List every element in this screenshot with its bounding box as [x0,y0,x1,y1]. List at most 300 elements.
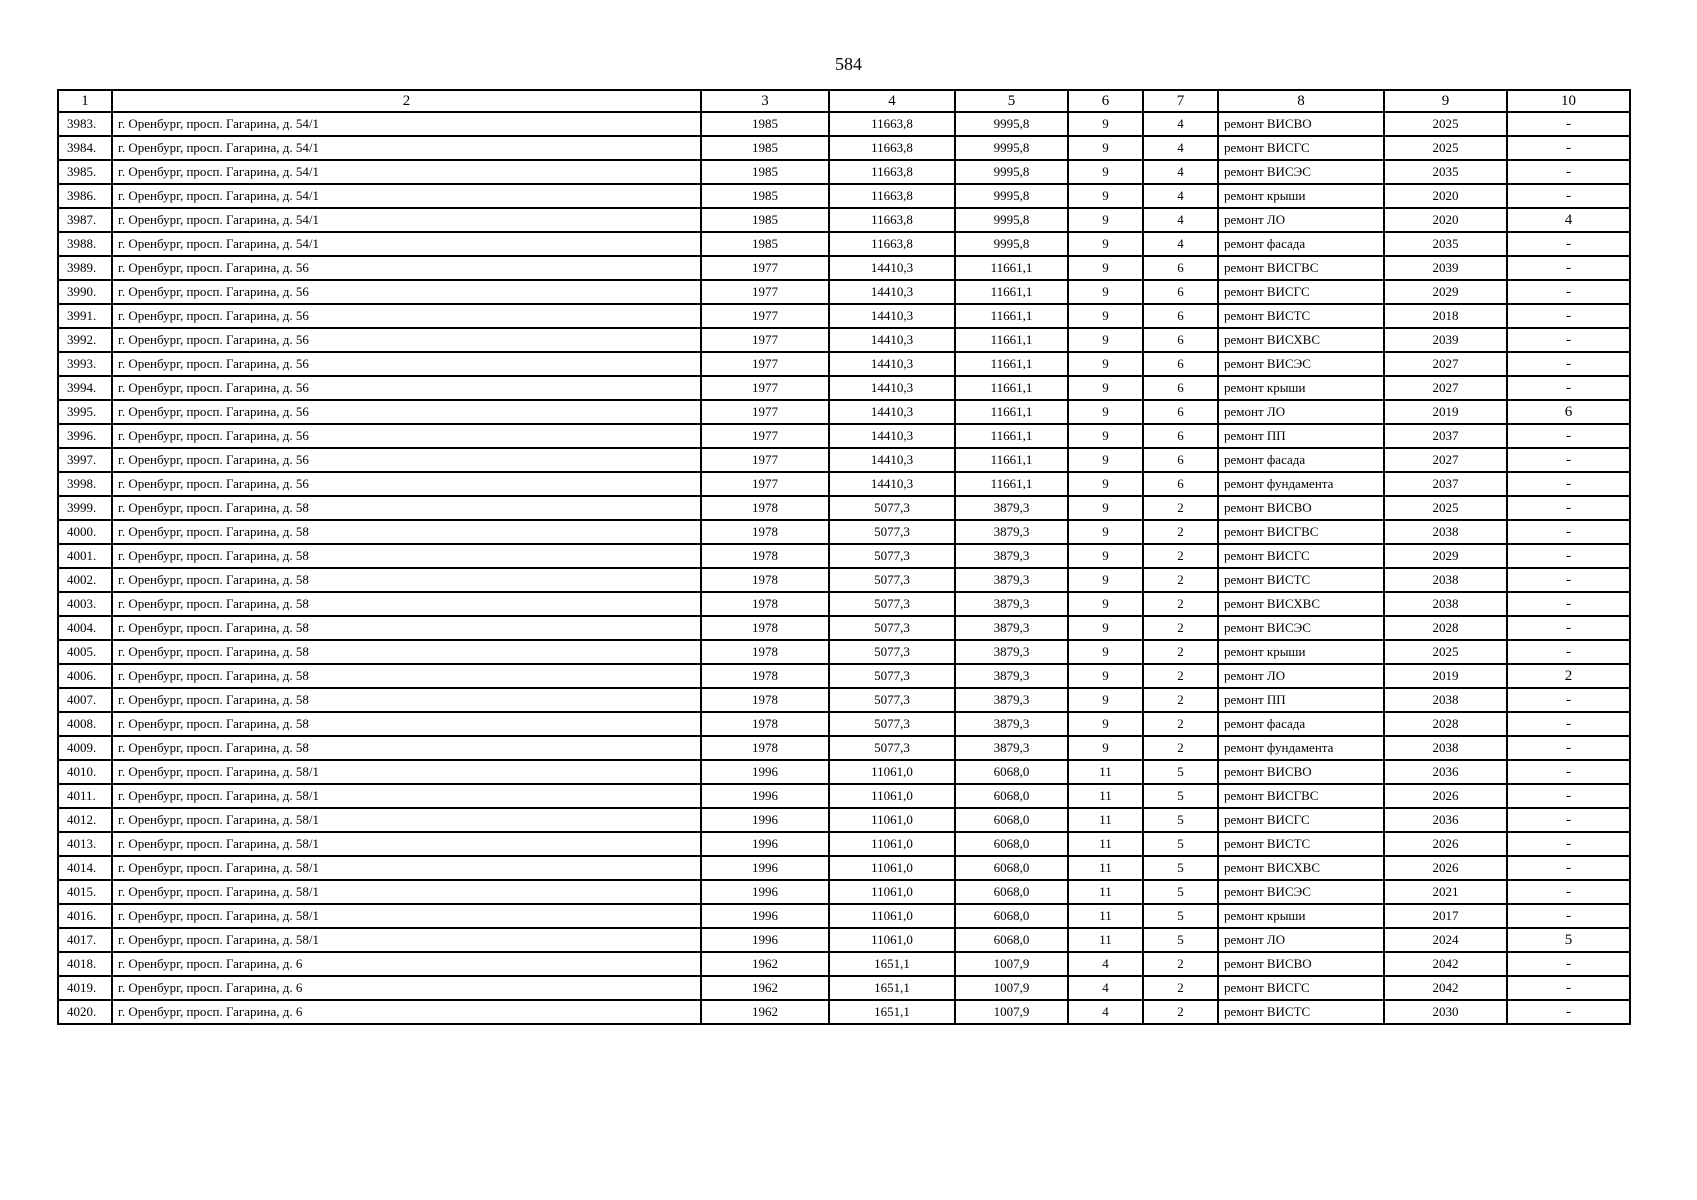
row-number: 4017. [58,928,112,952]
column-header-5: 5 [955,90,1068,112]
year-built-cell: 1978 [701,616,829,640]
row-number: 3983. [58,112,112,136]
total-area-cell: 14410,3 [829,304,955,328]
living-area-cell: 9995,8 [955,184,1068,208]
table-row [58,808,1630,832]
work-type-cell: ремонт фундамента [1218,736,1384,760]
floors-cell: 11 [1068,760,1143,784]
year-built-cell: 1962 [701,976,829,1000]
row-number: 3991. [58,304,112,328]
entrances-cell: 2 [1143,664,1218,688]
column-10-cell: - [1507,712,1630,736]
floors-cell: 9 [1068,232,1143,256]
living-area-cell: 3879,3 [955,712,1068,736]
living-area-cell: 6068,0 [955,904,1068,928]
floors-cell: 11 [1068,856,1143,880]
header-row [58,90,1630,112]
row-number: 4001. [58,544,112,568]
address-cell: г. Оренбург, просп. Гагарина, д. 56 [112,424,701,448]
address-cell: г. Оренбург, просп. Гагарина, д. 58/1 [112,784,701,808]
column-10-cell: - [1507,520,1630,544]
entrances-cell: 2 [1143,688,1218,712]
floors-cell: 9 [1068,448,1143,472]
column-10-cell: - [1507,856,1630,880]
floors-cell: 9 [1068,640,1143,664]
living-area-cell: 6068,0 [955,784,1068,808]
entrances-cell: 2 [1143,568,1218,592]
work-type-cell: ремонт фасада [1218,232,1384,256]
living-area-cell: 11661,1 [955,256,1068,280]
living-area-cell: 11661,1 [955,400,1068,424]
floors-cell: 9 [1068,568,1143,592]
entrances-cell: 6 [1143,328,1218,352]
column-10-cell: - [1507,688,1630,712]
entrances-cell: 4 [1143,232,1218,256]
table-body [58,112,1630,1024]
work-type-cell: ремонт ВИСГВС [1218,520,1384,544]
planned-year-cell: 2025 [1384,136,1507,160]
work-type-cell: ремонт ВИСЭС [1218,160,1384,184]
year-built-cell: 1977 [701,256,829,280]
row-number: 4012. [58,808,112,832]
row-number: 3992. [58,328,112,352]
work-type-cell: ремонт фасада [1218,712,1384,736]
entrances-cell: 5 [1143,928,1218,952]
address-cell: г. Оренбург, просп. Гагарина, д. 58 [112,544,701,568]
work-type-cell: ремонт ВИСТС [1218,304,1384,328]
year-built-cell: 1962 [701,1000,829,1024]
address-cell: г. Оренбург, просп. Гагарина, д. 58 [112,520,701,544]
planned-year-cell: 2029 [1384,280,1507,304]
floors-cell: 4 [1068,952,1143,976]
planned-year-cell: 2042 [1384,952,1507,976]
work-type-cell: ремонт ВИСХВС [1218,856,1384,880]
year-built-cell: 1978 [701,568,829,592]
living-area-cell: 3879,3 [955,568,1068,592]
table-row [58,592,1630,616]
address-cell: г. Оренбург, просп. Гагарина, д. 56 [112,256,701,280]
address-cell: г. Оренбург, просп. Гагарина, д. 54/1 [112,208,701,232]
address-cell: г. Оренбург, просп. Гагарина, д. 54/1 [112,136,701,160]
work-type-cell: ремонт ВИСТС [1218,1000,1384,1024]
year-built-cell: 1996 [701,904,829,928]
entrances-cell: 2 [1143,544,1218,568]
floors-cell: 9 [1068,256,1143,280]
row-number: 4018. [58,952,112,976]
table-row [58,208,1630,232]
planned-year-cell: 2019 [1384,400,1507,424]
table-row [58,376,1630,400]
table-row [58,712,1630,736]
living-area-cell: 6068,0 [955,928,1068,952]
entrances-cell: 6 [1143,352,1218,376]
table-row [58,112,1630,136]
total-area-cell: 11061,0 [829,784,955,808]
column-header-4: 4 [829,90,955,112]
year-built-cell: 1985 [701,136,829,160]
row-number: 4000. [58,520,112,544]
address-cell: г. Оренбург, просп. Гагарина, д. 58/1 [112,904,701,928]
living-area-cell: 11661,1 [955,280,1068,304]
planned-year-cell: 2017 [1384,904,1507,928]
work-type-cell: ремонт крыши [1218,640,1384,664]
table-row [58,256,1630,280]
year-built-cell: 1978 [701,496,829,520]
address-cell: г. Оренбург, просп. Гагарина, д. 56 [112,328,701,352]
address-cell: г. Оренбург, просп. Гагарина, д. 56 [112,304,701,328]
row-number: 3985. [58,160,112,184]
total-area-cell: 14410,3 [829,280,955,304]
table-row [58,184,1630,208]
total-area-cell: 11061,0 [829,856,955,880]
floors-cell: 9 [1068,472,1143,496]
total-area-cell: 11663,8 [829,208,955,232]
year-built-cell: 1977 [701,280,829,304]
living-area-cell: 6068,0 [955,808,1068,832]
entrances-cell: 6 [1143,280,1218,304]
floors-cell: 9 [1068,112,1143,136]
column-header-8: 8 [1218,90,1384,112]
year-built-cell: 1977 [701,352,829,376]
page-number: 584 [835,54,862,74]
living-area-cell: 11661,1 [955,304,1068,328]
row-number: 4005. [58,640,112,664]
planned-year-cell: 2036 [1384,760,1507,784]
total-area-cell: 5077,3 [829,736,955,760]
column-header-7: 7 [1143,90,1218,112]
column-10-cell: - [1507,280,1630,304]
address-cell: г. Оренбург, просп. Гагарина, д. 58 [112,592,701,616]
work-type-cell: ремонт ЛО [1218,928,1384,952]
column-10-cell: - [1507,472,1630,496]
floors-cell: 9 [1068,616,1143,640]
entrances-cell: 2 [1143,976,1218,1000]
total-area-cell: 11061,0 [829,808,955,832]
living-area-cell: 3879,3 [955,496,1068,520]
entrances-cell: 6 [1143,400,1218,424]
entrances-cell: 6 [1143,304,1218,328]
living-area-cell: 11661,1 [955,376,1068,400]
living-area-cell: 3879,3 [955,592,1068,616]
floors-cell: 9 [1068,208,1143,232]
column-10-cell: - [1507,184,1630,208]
year-built-cell: 1978 [701,544,829,568]
table-row [58,328,1630,352]
address-cell: г. Оренбург, просп. Гагарина, д. 58 [112,616,701,640]
year-built-cell: 1978 [701,712,829,736]
planned-year-cell: 2035 [1384,160,1507,184]
living-area-cell: 3879,3 [955,736,1068,760]
table-row [58,976,1630,1000]
year-built-cell: 1978 [701,640,829,664]
entrances-cell: 6 [1143,256,1218,280]
entrances-cell: 5 [1143,904,1218,928]
planned-year-cell: 2030 [1384,1000,1507,1024]
work-type-cell: ремонт ВИСЭС [1218,880,1384,904]
entrances-cell: 5 [1143,880,1218,904]
total-area-cell: 14410,3 [829,448,955,472]
planned-year-cell: 2029 [1384,544,1507,568]
year-built-cell: 1977 [701,304,829,328]
row-number: 3999. [58,496,112,520]
floors-cell: 9 [1068,544,1143,568]
living-area-cell: 9995,8 [955,112,1068,136]
table-row [58,760,1630,784]
table-row [58,736,1630,760]
row-number: 4013. [58,832,112,856]
year-built-cell: 1996 [701,808,829,832]
living-area-cell: 6068,0 [955,760,1068,784]
total-area-cell: 14410,3 [829,352,955,376]
floors-cell: 9 [1068,424,1143,448]
address-cell: г. Оренбург, просп. Гагарина, д. 54/1 [112,112,701,136]
work-type-cell: ремонт ВИСВО [1218,952,1384,976]
column-10-cell: - [1507,352,1630,376]
address-cell: г. Оренбург, просп. Гагарина, д. 54/1 [112,232,701,256]
total-area-cell: 5077,3 [829,592,955,616]
planned-year-cell: 2038 [1384,736,1507,760]
column-10-cell: - [1507,112,1630,136]
year-built-cell: 1977 [701,424,829,448]
column-header-2: 2 [112,90,701,112]
address-cell: г. Оренбург, просп. Гагарина, д. 58 [112,736,701,760]
year-built-cell: 1962 [701,952,829,976]
floors-cell: 9 [1068,328,1143,352]
total-area-cell: 5077,3 [829,616,955,640]
address-cell: г. Оренбург, просп. Гагарина, д. 58 [112,688,701,712]
work-type-cell: ремонт ВИСГС [1218,808,1384,832]
table-row [58,1000,1630,1024]
floors-cell: 4 [1068,976,1143,1000]
total-area-cell: 1651,1 [829,1000,955,1024]
total-area-cell: 14410,3 [829,256,955,280]
column-10-cell: - [1507,160,1630,184]
entrances-cell: 5 [1143,784,1218,808]
living-area-cell: 11661,1 [955,448,1068,472]
entrances-cell: 2 [1143,496,1218,520]
planned-year-cell: 2026 [1384,856,1507,880]
planned-year-cell: 2038 [1384,520,1507,544]
total-area-cell: 11061,0 [829,832,955,856]
column-header-6: 6 [1068,90,1143,112]
total-area-cell: 11663,8 [829,160,955,184]
entrances-cell: 4 [1143,184,1218,208]
address-cell: г. Оренбург, просп. Гагарина, д. 56 [112,376,701,400]
table-row [58,448,1630,472]
address-cell: г. Оренбург, просп. Гагарина, д. 58/1 [112,856,701,880]
year-built-cell: 1978 [701,592,829,616]
living-area-cell: 9995,8 [955,232,1068,256]
table-row [58,568,1630,592]
total-area-cell: 5077,3 [829,520,955,544]
work-type-cell: ремонт ВИСЭС [1218,352,1384,376]
year-built-cell: 1985 [701,184,829,208]
row-number: 4015. [58,880,112,904]
floors-cell: 9 [1068,712,1143,736]
table-row [58,136,1630,160]
row-number: 4019. [58,976,112,1000]
address-cell: г. Оренбург, просп. Гагарина, д. 58/1 [112,808,701,832]
column-10-cell: - [1507,736,1630,760]
entrances-cell: 2 [1143,520,1218,544]
table-row [58,280,1630,304]
total-area-cell: 5077,3 [829,712,955,736]
column-10-cell: - [1507,232,1630,256]
work-type-cell: ремонт ВИСГС [1218,280,1384,304]
row-number: 3989. [58,256,112,280]
entrances-cell: 6 [1143,424,1218,448]
total-area-cell: 14410,3 [829,424,955,448]
row-number: 4009. [58,736,112,760]
row-number: 3998. [58,472,112,496]
address-cell: г. Оренбург, просп. Гагарина, д. 56 [112,280,701,304]
total-area-cell: 14410,3 [829,400,955,424]
table-row [58,424,1630,448]
total-area-cell: 14410,3 [829,472,955,496]
row-number: 3996. [58,424,112,448]
total-area-cell: 5077,3 [829,640,955,664]
work-type-cell: ремонт ЛО [1218,400,1384,424]
column-header-3: 3 [701,90,829,112]
address-cell: г. Оренбург, просп. Гагарина, д. 58 [112,640,701,664]
year-built-cell: 1978 [701,664,829,688]
column-10-cell: - [1507,760,1630,784]
entrances-cell: 5 [1143,760,1218,784]
floors-cell: 9 [1068,280,1143,304]
total-area-cell: 14410,3 [829,376,955,400]
entrances-cell: 2 [1143,1000,1218,1024]
work-type-cell: ремонт ВИСВО [1218,760,1384,784]
living-area-cell: 3879,3 [955,520,1068,544]
year-built-cell: 1985 [701,112,829,136]
register-table [57,89,1631,1025]
floors-cell: 9 [1068,736,1143,760]
table-row [58,400,1630,424]
work-type-cell: ремонт ВИСГС [1218,976,1384,1000]
column-10-cell: - [1507,784,1630,808]
column-10-cell: - [1507,904,1630,928]
work-type-cell: ремонт ВИСВО [1218,112,1384,136]
floors-cell: 9 [1068,592,1143,616]
entrances-cell: 6 [1143,448,1218,472]
living-area-cell: 3879,3 [955,616,1068,640]
column-10-cell: 5 [1507,928,1630,952]
floors-cell: 9 [1068,136,1143,160]
address-cell: г. Оренбург, просп. Гагарина, д. 56 [112,448,701,472]
work-type-cell: ремонт ВИСВО [1218,496,1384,520]
column-header-10: 10 [1507,90,1630,112]
total-area-cell: 1651,1 [829,952,955,976]
total-area-cell: 5077,3 [829,688,955,712]
total-area-cell: 1651,1 [829,976,955,1000]
row-number: 4011. [58,784,112,808]
address-cell: г. Оренбург, просп. Гагарина, д. 6 [112,1000,701,1024]
entrances-cell: 4 [1143,112,1218,136]
living-area-cell: 9995,8 [955,136,1068,160]
table-row [58,880,1630,904]
planned-year-cell: 2037 [1384,424,1507,448]
planned-year-cell: 2037 [1384,472,1507,496]
year-built-cell: 1985 [701,232,829,256]
planned-year-cell: 2019 [1384,664,1507,688]
row-number: 3990. [58,280,112,304]
floors-cell: 9 [1068,304,1143,328]
floors-cell: 9 [1068,376,1143,400]
entrances-cell: 5 [1143,832,1218,856]
address-cell: г. Оренбург, просп. Гагарина, д. 58/1 [112,832,701,856]
row-number: 4006. [58,664,112,688]
work-type-cell: ремонт ЛО [1218,664,1384,688]
column-header-1: 1 [58,90,112,112]
living-area-cell: 11661,1 [955,328,1068,352]
living-area-cell: 3879,3 [955,544,1068,568]
table-row [58,520,1630,544]
work-type-cell: ремонт ПП [1218,688,1384,712]
planned-year-cell: 2038 [1384,592,1507,616]
total-area-cell: 11663,8 [829,112,955,136]
work-type-cell: ремонт ПП [1218,424,1384,448]
table-row [58,640,1630,664]
row-number: 4007. [58,688,112,712]
column-10-cell: - [1507,592,1630,616]
work-type-cell: ремонт ВИСХВС [1218,328,1384,352]
row-number: 4002. [58,568,112,592]
column-10-cell: - [1507,952,1630,976]
entrances-cell: 2 [1143,592,1218,616]
table-row [58,856,1630,880]
table-row [58,544,1630,568]
row-number: 3988. [58,232,112,256]
planned-year-cell: 2024 [1384,928,1507,952]
address-cell: г. Оренбург, просп. Гагарина, д. 56 [112,400,701,424]
row-number: 3995. [58,400,112,424]
total-area-cell: 5077,3 [829,544,955,568]
entrances-cell: 4 [1143,160,1218,184]
table-row [58,232,1630,256]
planned-year-cell: 2039 [1384,256,1507,280]
year-built-cell: 1977 [701,328,829,352]
address-cell: г. Оренбург, просп. Гагарина, д. 58/1 [112,880,701,904]
planned-year-cell: 2027 [1384,376,1507,400]
column-10-cell: - [1507,328,1630,352]
living-area-cell: 9995,8 [955,208,1068,232]
total-area-cell: 5077,3 [829,568,955,592]
column-10-cell: - [1507,808,1630,832]
year-built-cell: 1977 [701,400,829,424]
entrances-cell: 5 [1143,856,1218,880]
total-area-cell: 11663,8 [829,232,955,256]
work-type-cell: ремонт ВИСГВС [1218,784,1384,808]
planned-year-cell: 2026 [1384,784,1507,808]
total-area-cell: 14410,3 [829,328,955,352]
floors-cell: 4 [1068,1000,1143,1024]
entrances-cell: 6 [1143,376,1218,400]
row-number: 3987. [58,208,112,232]
planned-year-cell: 2028 [1384,712,1507,736]
planned-year-cell: 2025 [1384,112,1507,136]
floors-cell: 11 [1068,832,1143,856]
work-type-cell: ремонт крыши [1218,904,1384,928]
row-number: 3994. [58,376,112,400]
living-area-cell: 11661,1 [955,472,1068,496]
year-built-cell: 1978 [701,520,829,544]
work-type-cell: ремонт ВИСГВС [1218,256,1384,280]
address-cell: г. Оренбург, просп. Гагарина, д. 58/1 [112,760,701,784]
total-area-cell: 11061,0 [829,880,955,904]
address-cell: г. Оренбург, просп. Гагарина, д. 56 [112,352,701,376]
planned-year-cell: 2025 [1384,496,1507,520]
address-cell: г. Оренбург, просп. Гагарина, д. 58/1 [112,928,701,952]
